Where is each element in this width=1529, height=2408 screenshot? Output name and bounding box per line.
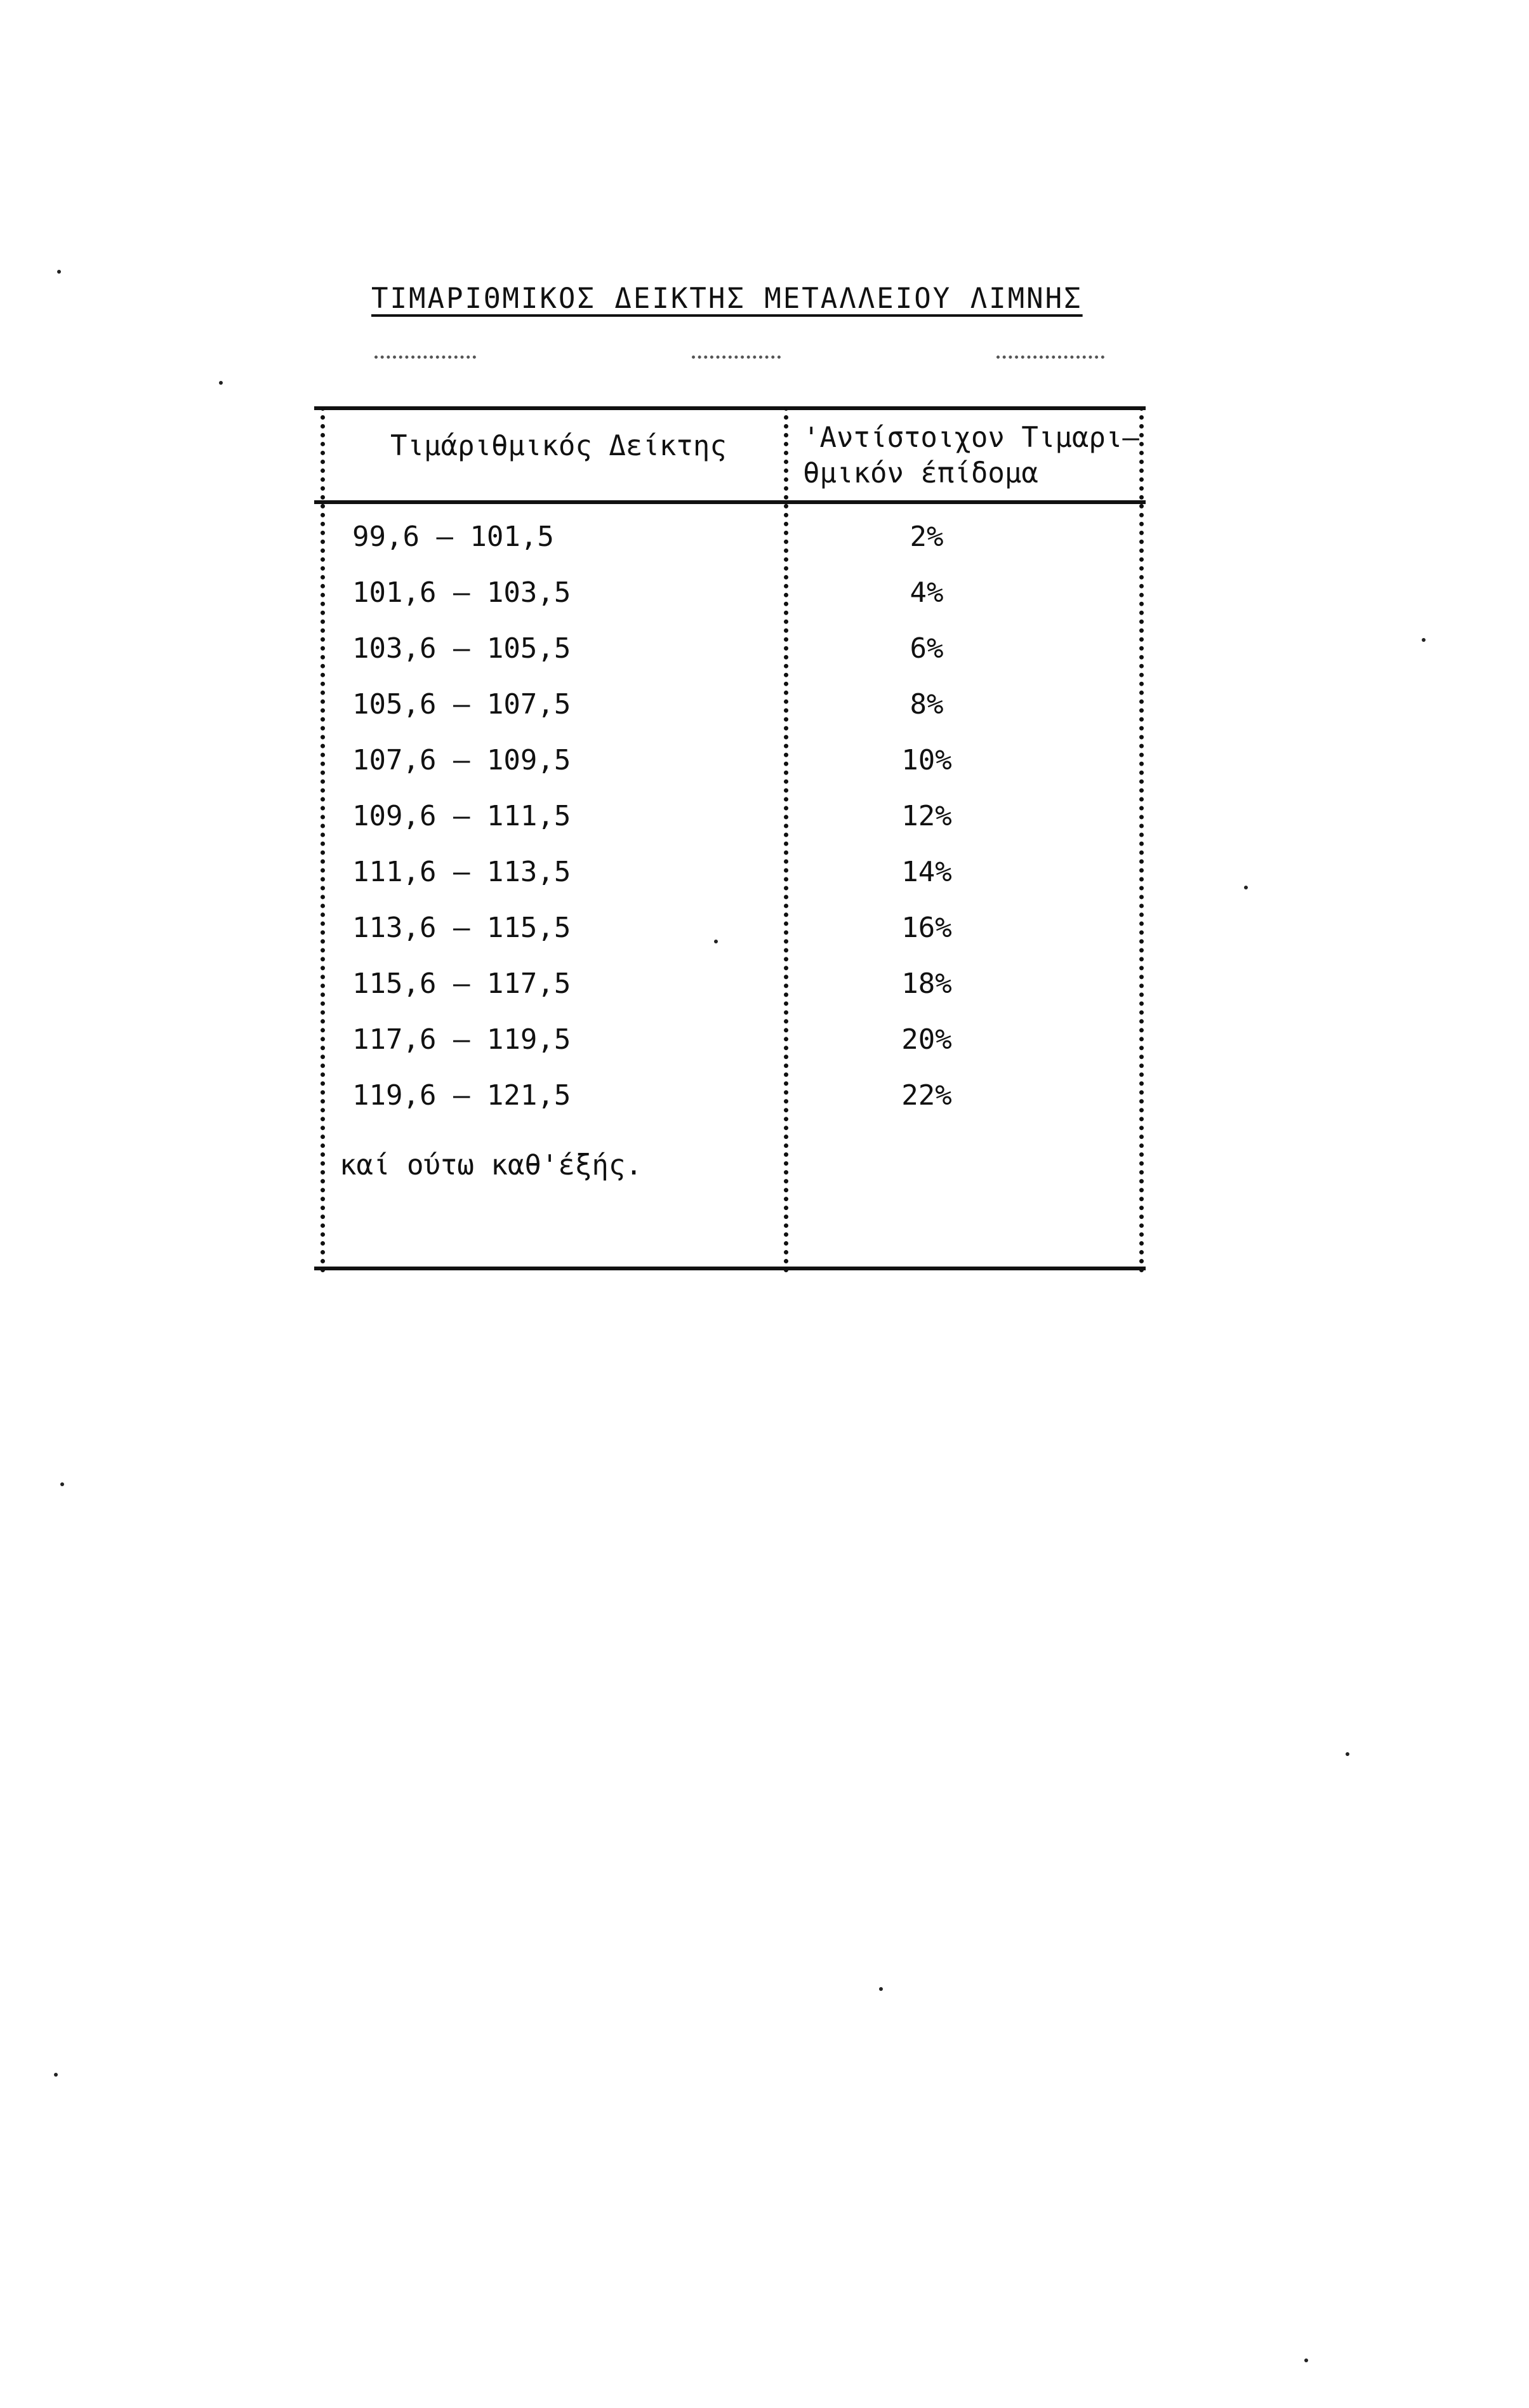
index-range-cell: 109,6 – 111,5 [352, 800, 571, 832]
scan-speck [1304, 2358, 1308, 2362]
scan-speck [879, 1987, 883, 1991]
dotted-separator [692, 356, 781, 359]
allowance-percent-cell: 16% [901, 912, 952, 944]
scan-speck [1244, 886, 1248, 889]
index-range-cell: 113,6 – 115,5 [352, 912, 571, 944]
allowance-percent-cell: 4% [910, 576, 944, 609]
index-range-cell: 117,6 – 119,5 [352, 1023, 571, 1056]
allowance-percent-cell: 20% [901, 1023, 952, 1056]
allowance-percent-cell: 8% [910, 688, 944, 721]
allowance-percent-cell: 12% [901, 800, 952, 832]
allowance-percent-cell: 22% [901, 1079, 952, 1112]
dotted-separator [996, 356, 1104, 359]
scan-speck [714, 940, 718, 943]
allowance-percent-cell: 2% [910, 521, 944, 553]
scan-speck [60, 1482, 64, 1486]
index-range-cell: 119,6 – 121,5 [352, 1079, 571, 1112]
scan-speck [1422, 638, 1426, 642]
table-header-border [314, 500, 1146, 504]
dotted-separator [374, 356, 476, 359]
allowance-percent-cell: 10% [901, 744, 952, 776]
index-range-cell: 99,6 – 101,5 [352, 521, 554, 553]
footer-note: καί ούτω καθ'έξής. [340, 1149, 642, 1181]
index-range-cell: 105,6 – 107,5 [352, 688, 571, 721]
table-column-divider [784, 406, 788, 1273]
table-right-border [1139, 406, 1144, 1273]
scan-speck [1346, 1752, 1349, 1756]
table-bottom-border [314, 1267, 1146, 1270]
index-range-cell: 111,6 – 113,5 [352, 856, 571, 888]
index-range-cell: 103,6 – 105,5 [352, 632, 571, 665]
index-range-cell: 107,6 – 109,5 [352, 744, 571, 776]
header-allowance-line2: θμικόν έπίδομα [803, 457, 1038, 489]
allowance-percent-cell: 14% [901, 856, 952, 888]
document-title: ΤΙΜΑΡΙΘΜΙΚΟΣ ΔΕΙΚΤΗΣ ΜΕΤΑΛΛΕΙΟΥ ΛΙΜΝΗΣ [371, 283, 1083, 315]
header-index: Τιμάριθμικός Δείκτης [390, 430, 727, 462]
index-range-cell: 115,6 – 117,5 [352, 968, 571, 1000]
scan-speck [219, 381, 223, 385]
index-range-cell: 101,6 – 103,5 [352, 576, 571, 609]
table-left-border [321, 406, 325, 1273]
header-allowance-line1: 'Αντίστοιχον Τιμαρι– [803, 422, 1139, 454]
scan-speck [57, 270, 61, 274]
scan-speck [54, 2073, 58, 2077]
table-top-border [314, 406, 1146, 410]
allowance-table [314, 406, 1146, 1273]
allowance-percent-cell: 18% [901, 968, 952, 1000]
allowance-percent-cell: 6% [910, 632, 944, 665]
